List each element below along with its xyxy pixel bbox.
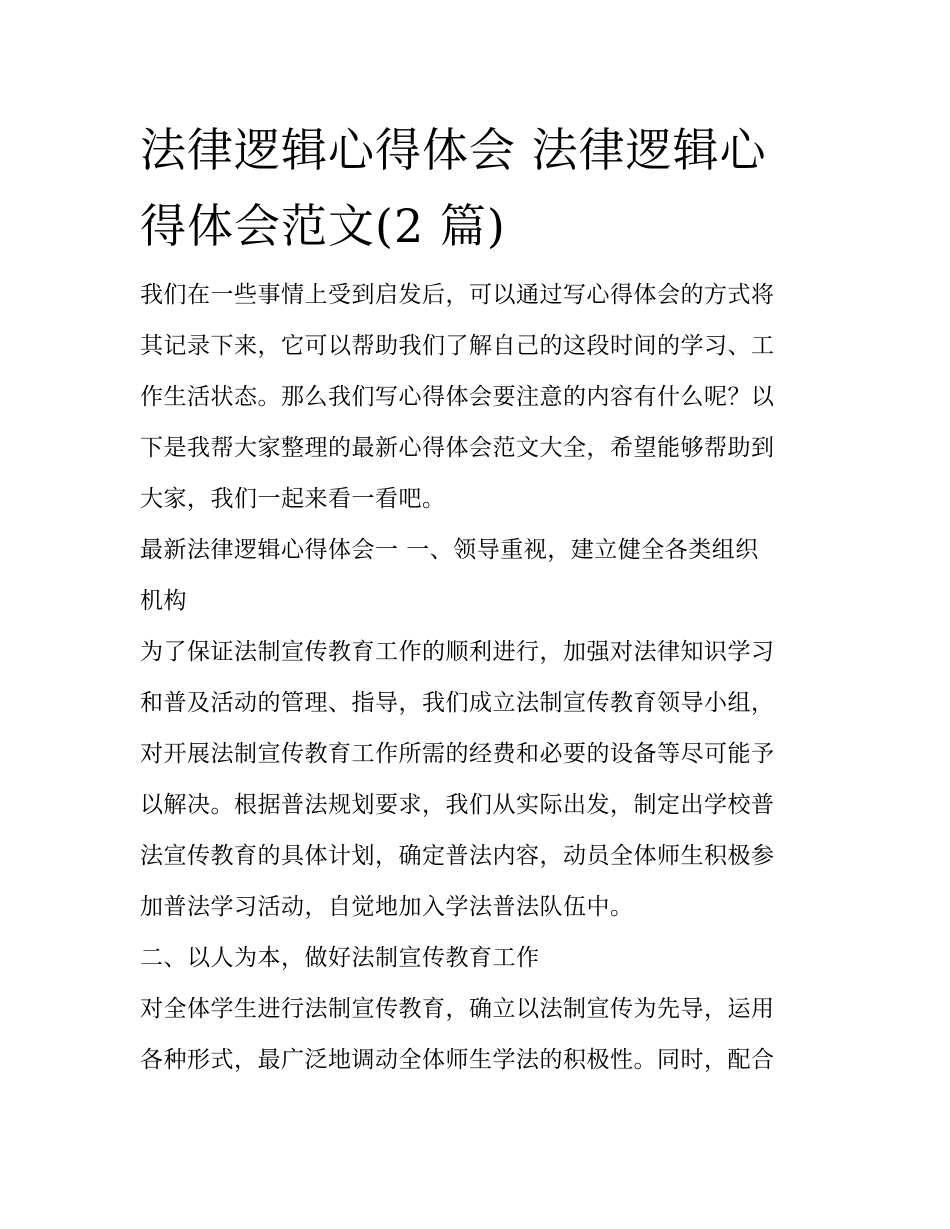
title-line: 法律逻辑心得体会 法律逻辑心 <box>140 123 767 177</box>
body-paragraph <box>140 627 812 933</box>
text-line: 二、以人为本，做好法制宣传教育工作 <box>140 945 540 971</box>
text-line: 最新法律逻辑心得体会一 一、领导重视，建立健全各类组织 <box>140 537 759 563</box>
text-line: 其记录下来，它可以帮助我们了解自己的这段时间的学习、工 <box>140 333 775 359</box>
intro-paragraph <box>140 270 812 525</box>
text-line: 我们在一些事情上受到启发后，可以通过写心得体会的方式将 <box>140 282 775 308</box>
text-line: 对开展法制宣传教育工作所需的经费和必要的设备等尽可能予 <box>140 741 775 767</box>
document-body <box>140 270 812 1086</box>
text-line: 下是我帮大家整理的最新心得体会范文大全，希望能够帮助到 <box>140 435 775 461</box>
document-page <box>140 112 812 1086</box>
text-line: 大家，我们一起来看一看吧。 <box>140 486 446 512</box>
text-line: 对全体学生进行法制宣传教育，确立以法制宣传为先导，运用 <box>140 996 775 1022</box>
section-heading-paragraph <box>140 933 812 984</box>
text-line: 作生活状态。那么我们写心得体会要注意的内容有什么呢？以 <box>140 384 775 410</box>
text-line: 和普及活动的管理、指导，我们成立法制宣传教育领导小组， <box>140 690 775 716</box>
body-paragraph <box>140 984 812 1086</box>
text-line: 机构 <box>140 588 187 614</box>
title-line: 得体会范文(2 篇) <box>140 199 506 253</box>
text-line: 以解决。根据普法规划要求，我们从实际出发，制定出学校普 <box>140 792 775 818</box>
text-line: 法宣传教育的具体计划，确定普法内容，动员全体师生积极参 <box>140 843 775 869</box>
text-line: 为了保证法制宣传教育工作的顺利进行，加强对法律知识学习 <box>140 639 775 665</box>
section-heading-paragraph <box>140 525 812 627</box>
text-line: 各种形式，最广泛地调动全体师生学法的积极性。同时，配合 <box>140 1047 775 1073</box>
document-title <box>140 112 812 264</box>
text-line: 加普法学习活动，自觉地加入学法普法队伍中。 <box>140 894 634 920</box>
